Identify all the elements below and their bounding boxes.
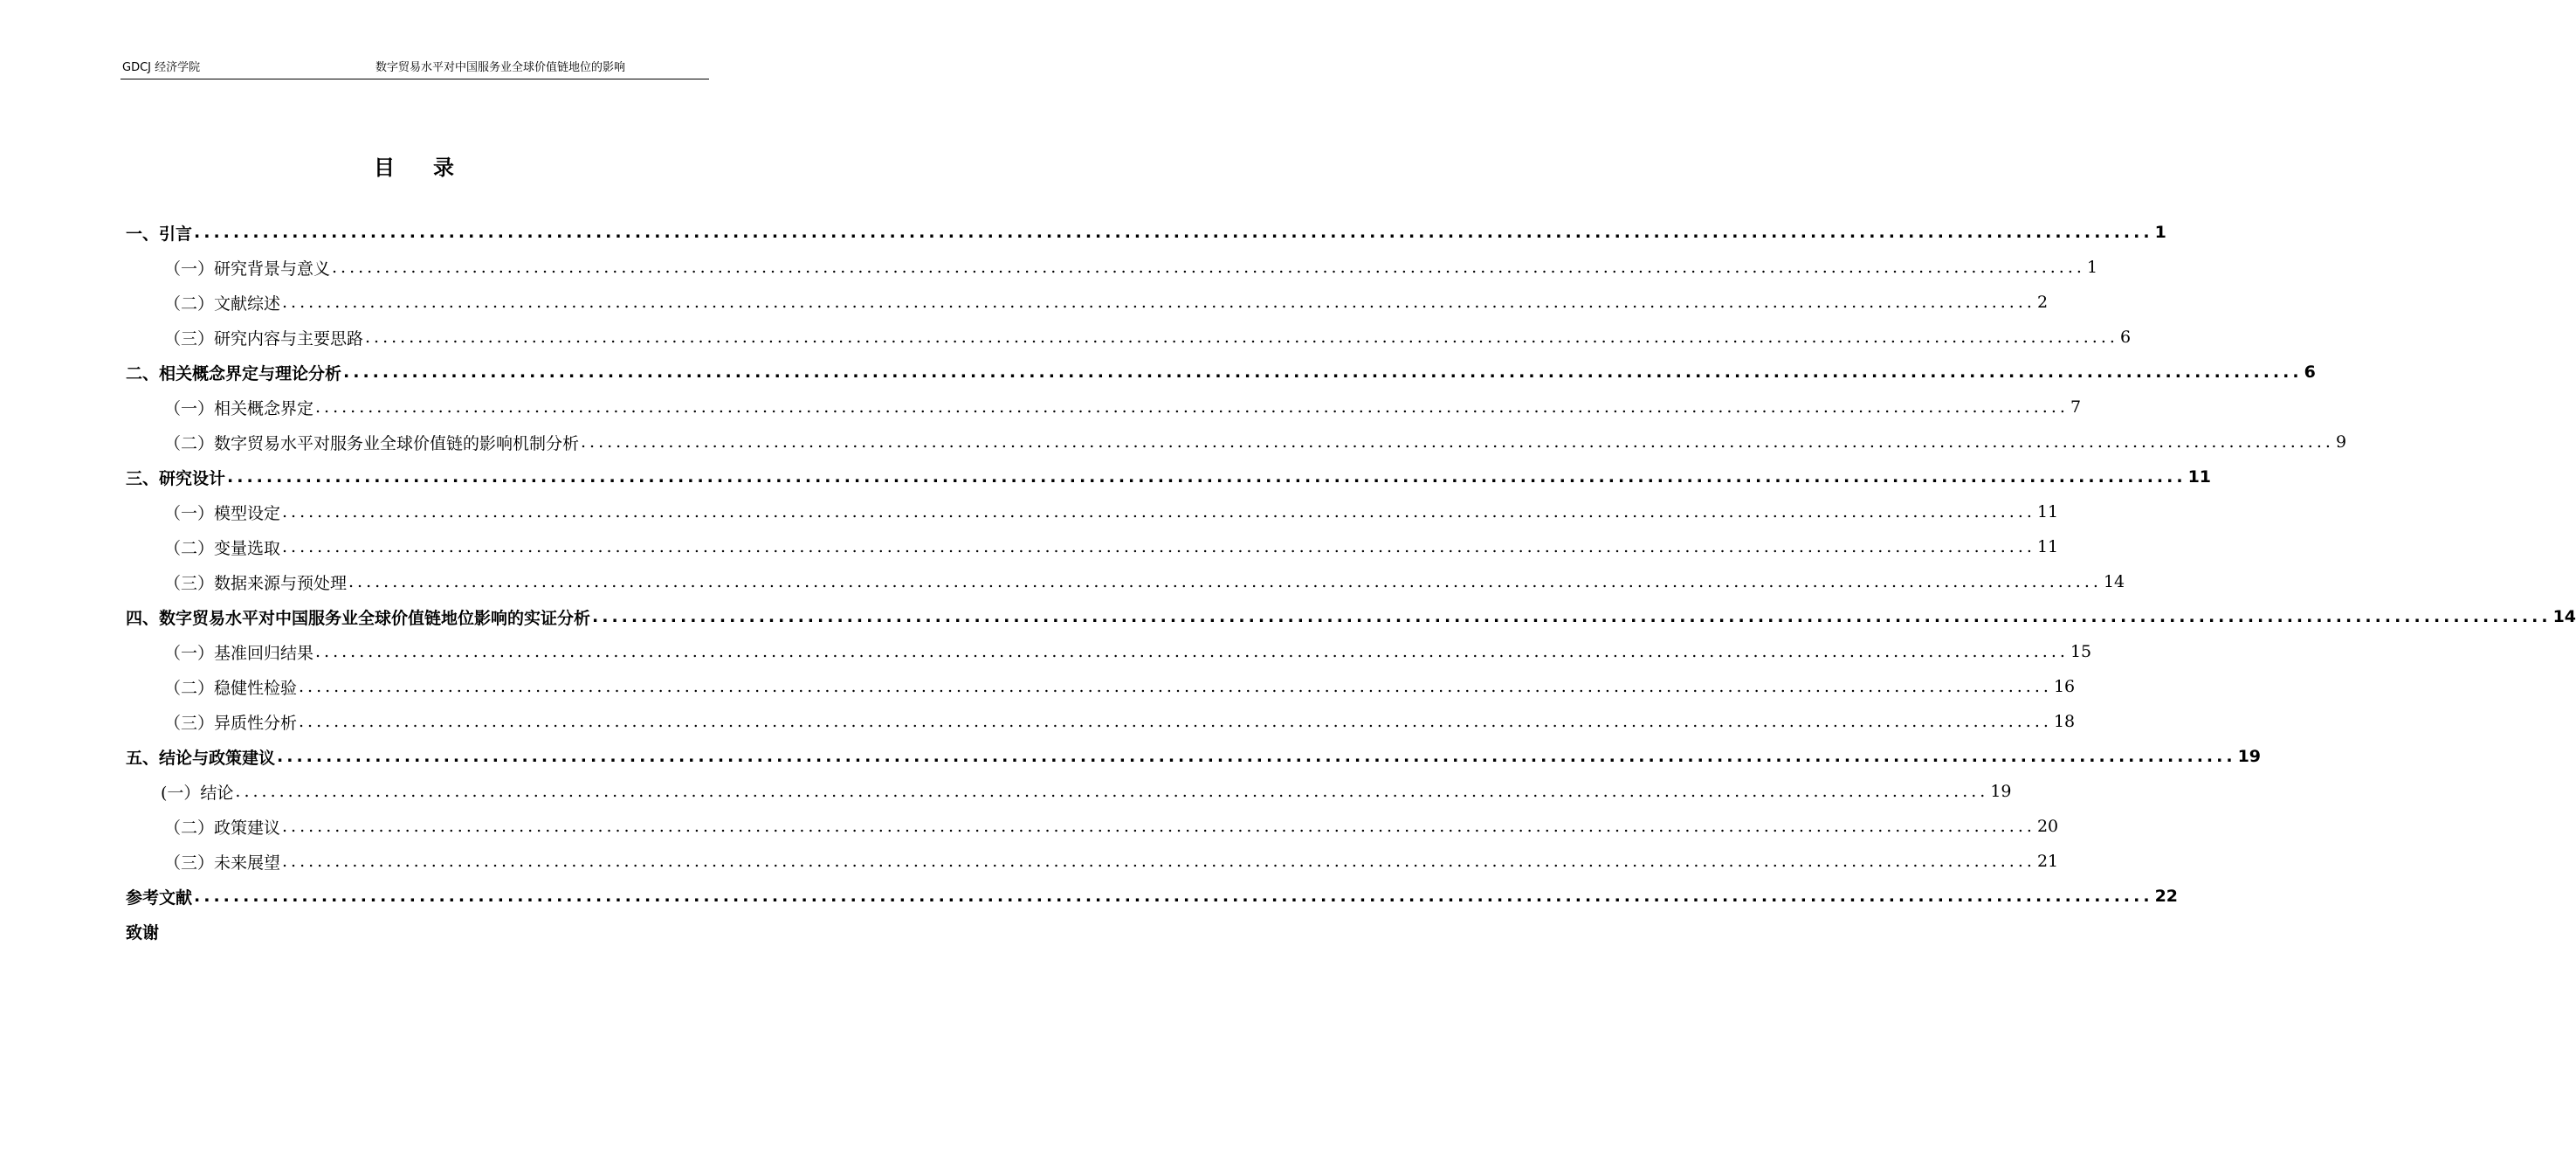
toc-leader-dots: ........................................................................................................................................................................................................ — [227, 467, 2187, 487]
toc-entry-label: （三）数据来源与预处理 — [164, 573, 348, 593]
toc-chapter-entry[interactable] — [126, 879, 2179, 914]
toc-section-entry[interactable] — [126, 494, 2059, 529]
toc-entry-label: （二）稳健性检验 — [164, 678, 298, 698]
toc-section-entry[interactable] — [126, 529, 2059, 564]
toc-leader-dots: ........................................................................................................................................................................................................ — [282, 537, 2035, 556]
toc-entry-label: （一）模型设定 — [164, 503, 281, 523]
toc-leader-dots: ........................................................................................................................................................................................................ — [315, 397, 2069, 417]
toc-entry-label: （三）异质性分析 — [164, 713, 298, 733]
toc-leader-dots: ........................................................................................................................................................................................................ — [299, 712, 2052, 731]
toc-entry-label: 致谢 — [126, 922, 160, 943]
toc-section-entry[interactable] — [126, 564, 2125, 599]
toc-leader-dots: ........................................................................................................................................................................................................ — [194, 887, 2153, 906]
toc-section-entry[interactable] — [126, 809, 2059, 844]
toc-leader-dots: ........................................................................................................................................................................................................ — [282, 502, 2035, 521]
toc-entry-label: （二）文献综述 — [164, 294, 281, 314]
toc-leader-dots: ........................................................................................................................................................................................................ — [282, 293, 2035, 312]
toc-entry-page: 18 — [2053, 712, 2076, 731]
header-left: GDCJ 经济学院 — [122, 61, 201, 74]
toc-entry-page: 20 — [2036, 817, 2059, 836]
toc-entry-label: （一）相关概念界定 — [164, 398, 314, 418]
toc-chapter-entry[interactable] — [126, 355, 2316, 390]
toc-entry-page: 11 — [2036, 502, 2059, 521]
toc-entry-page: 6 — [2304, 363, 2316, 382]
toc-chapter-entry[interactable] — [126, 739, 2262, 774]
toc-chapter-entry[interactable] — [126, 459, 2212, 494]
toc-entry-label: (一）结论 — [161, 783, 234, 803]
toc-entry-page: 1 — [2154, 223, 2166, 242]
toc-chapter-entry[interactable] — [126, 599, 2576, 634]
toc-entry-label: （二）数字贸易水平对服务业全球价值链的影响机制分析 — [164, 433, 580, 453]
toc-entry-label: （三）未来展望 — [164, 853, 281, 873]
toc-entry-label: 二、相关概念界定与理论分析 — [126, 363, 342, 383]
toc-entry-page: 7 — [2070, 397, 2082, 417]
toc-chapter-entry[interactable] — [126, 215, 2166, 250]
toc-entry-label: 参考文献 — [126, 887, 193, 908]
toc-entry-label: （二）政策建议 — [164, 818, 281, 838]
toc-entry-page: 19 — [2237, 747, 2262, 766]
toc-section-entry[interactable] — [126, 774, 2012, 809]
toc-section-entry[interactable] — [126, 704, 2076, 739]
toc-section-entry[interactable] — [126, 390, 2082, 425]
header-right: 数字贸易水平对中国服务业全球价值链地位的影响 — [375, 61, 626, 74]
toc-chapter-entry[interactable] — [126, 914, 705, 949]
toc-entry-page: 14 — [2552, 607, 2576, 626]
toc-entry-page: 22 — [2154, 887, 2179, 906]
toc-entry-label: （二）变量选取 — [164, 538, 281, 558]
toc-title-part2: 录 — [433, 155, 456, 180]
toc-leader-dots: ........................................................................................................................................................................................................ — [365, 328, 2118, 347]
toc-entry-page: 6 — [2119, 328, 2132, 347]
toc-leader-dots: ........................................................................................................................................................................................................ — [348, 572, 2102, 591]
toc-entry-label: 五、结论与政策建议 — [126, 748, 276, 768]
toc-leader-dots: ........................................................................................................................................................................................................ — [282, 817, 2035, 836]
toc-leader-dots: ........................................................................................................................................................................................................ — [581, 432, 2334, 452]
toc-entry-page: 11 — [2187, 467, 2212, 487]
toc-leader-dots: ........................................................................................................................................................................................................ — [282, 852, 2035, 871]
toc-section-entry[interactable] — [126, 250, 2098, 285]
toc-entry-label: （三）研究内容与主要思路 — [164, 328, 364, 349]
page-header — [121, 59, 709, 79]
toc-entry-page: 15 — [2070, 642, 2092, 661]
toc-entry-page: 9 — [2335, 432, 2347, 452]
toc-entry-label: 一、引言 — [126, 224, 193, 244]
toc-leader-dots: ........................................................................................................................................................................................................ — [299, 677, 2052, 696]
toc-leader-dots: ........................................................................................................................................................................................................ — [194, 223, 2153, 242]
toc-leader-dots: ........................................................................................................................................................................................................ — [235, 782, 1989, 801]
toc-entry-page: 21 — [2036, 852, 2059, 871]
toc-leader-dots: ........................................................................................................................................................................................................ — [343, 363, 2303, 382]
toc-entry-label: （一）研究背景与意义 — [164, 259, 331, 279]
toc-entry-page: 14 — [2103, 572, 2125, 591]
toc-entry-page: 16 — [2053, 677, 2076, 696]
toc-leader-dots: ........................................................................................................................................................................................................ — [592, 607, 2552, 626]
toc-entry-label: 四、数字贸易水平对中国服务业全球价值链地位影响的实证分析 — [126, 608, 591, 628]
toc-leader-dots: ........................................................................................................................................................................................................ — [277, 747, 2236, 766]
toc-entry-label: 三、研究设计 — [126, 468, 226, 488]
toc-leader-dots: ........................................................................................................................................................................................................ — [332, 258, 2085, 277]
toc-entry-label: （一）基准回归结果 — [164, 643, 314, 663]
toc-section-entry[interactable] — [126, 669, 2076, 704]
toc-section-entry[interactable] — [126, 425, 2347, 459]
toc-section-entry[interactable] — [126, 320, 2132, 355]
toc-section-entry[interactable] — [126, 844, 2059, 879]
toc-entry-page: 19 — [1990, 782, 2012, 801]
toc-section-entry[interactable] — [126, 634, 2092, 669]
toc-title-part1: 目 — [374, 155, 396, 180]
toc-leader-dots: ........................................................................................................................................................................................................ — [315, 642, 2069, 661]
toc-section-entry[interactable] — [126, 285, 2049, 320]
toc-title — [0, 152, 830, 183]
toc-entry-page: 11 — [2036, 537, 2059, 556]
toc-entry-page: 1 — [2086, 258, 2098, 277]
table-of-contents — [126, 215, 2576, 949]
toc-entry-page: 2 — [2036, 293, 2049, 312]
